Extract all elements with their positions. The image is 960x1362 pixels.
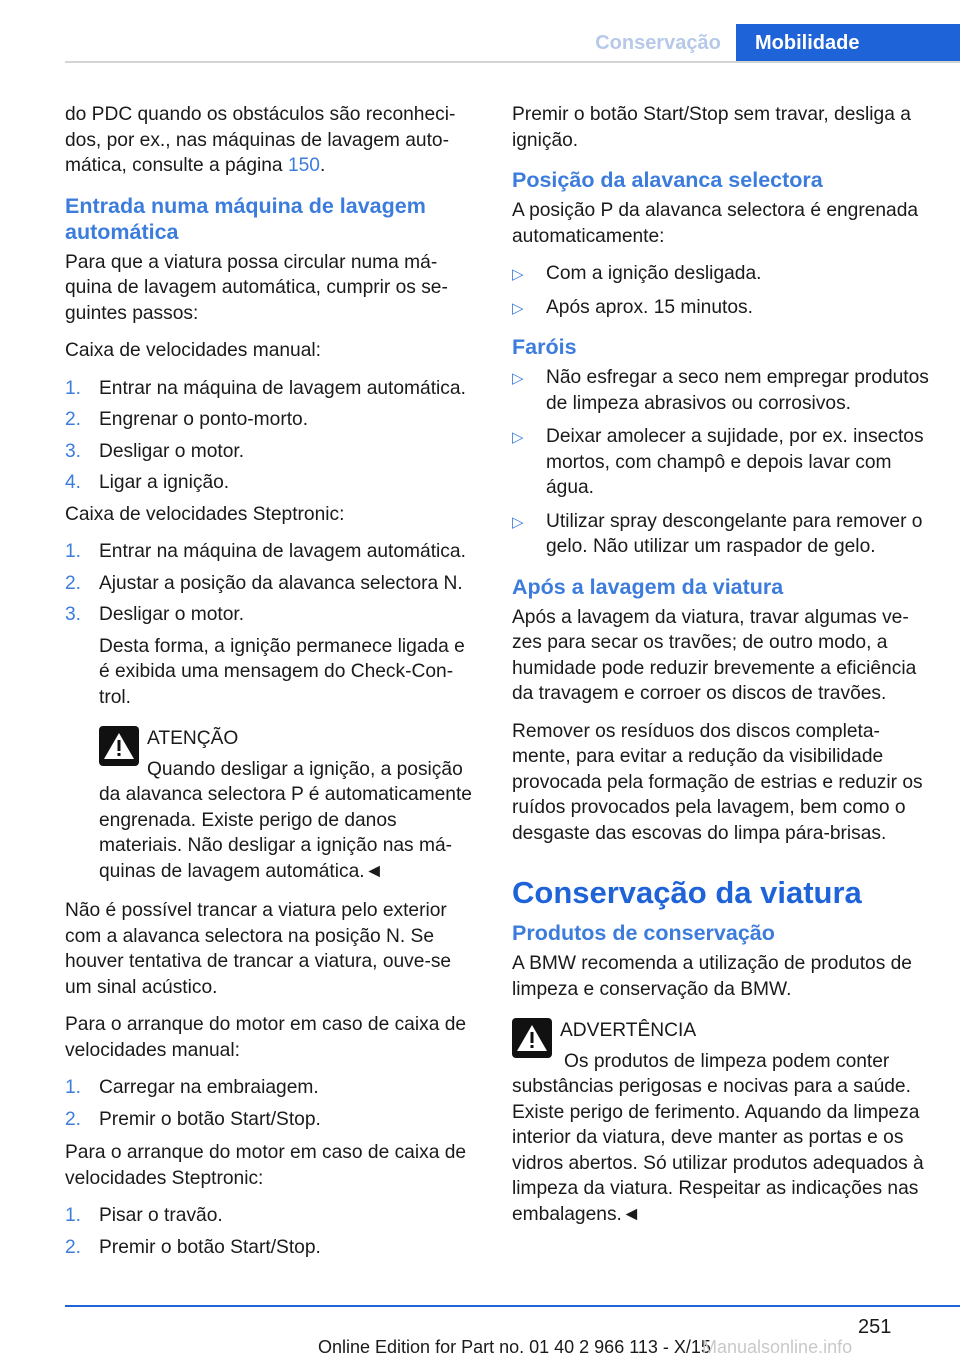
list-item: 1. Entrar na máquina de lavagem automática. xyxy=(65,541,466,562)
left-column xyxy=(65,102,475,1266)
intro-paragraph: Para que a viatura possa circular numa máquina de lavagem automática, cumprir os seguintes passos: xyxy=(65,251,448,324)
list-item: 2. Premir o botão Start/Stop. xyxy=(65,1108,321,1130)
list-item: 3. Desligar o motor. xyxy=(65,440,245,462)
warning-triangle-icon xyxy=(99,726,139,766)
bullet-triangle-icon: ▷ xyxy=(512,513,524,531)
heading-posicao: Posição da alavanca selectora xyxy=(512,168,823,192)
list-item: 2. Ajustar a posição da alavanca selectora N. xyxy=(65,572,463,594)
apos-paragraph-1: Após a lavagem da viatura, travar algumas vezes para secar os travões; de outro modo, a humidade pode reduzir brevemente a eficiência da travagem e corroer os discos de travões. xyxy=(512,606,917,704)
page-link[interactable]: 150 xyxy=(287,155,320,176)
list-item: 1. Carregar na embraiagem. xyxy=(65,1077,319,1098)
list-farois xyxy=(512,365,930,560)
warning-text: Quando desligar a ignição, a posição da alavanca selectora P é automaticamente engrenada. Existe perigo de danos materiais. Não desligar a ignição nas máquinas de lavagem automática.◄ xyxy=(99,758,472,882)
list-item: ▷ Após aprox. 15 minutos. xyxy=(512,295,930,321)
list-item: 1. Entrar na máquina de lavagem automática. xyxy=(65,377,466,399)
bullet-triangle-icon: ▷ xyxy=(512,266,524,283)
warning-text: Os produtos de limpeza podem conter substâncias perigosas e nocivas para a saúde. Existe perigo de ferimento. Aquando da limpeza interior da viatura, deve manter as portas e os vidros abertos. Só utilizar produtos adequados à limpeza da viatura. Respeitar as indicações nas embalagens.◄ xyxy=(512,1050,924,1225)
tab-conservacao[interactable]: Conservação xyxy=(595,31,721,54)
step3-subtext: Desta forma, a ignição permanece ligada e é exibida uma mensagem do Check-Control. xyxy=(99,635,465,708)
list-item: 4. Ligar a ignição. xyxy=(65,472,230,493)
list-arranque-manual xyxy=(65,1075,475,1132)
list-posicao xyxy=(512,261,930,320)
heading-farois: Faróis xyxy=(512,335,577,359)
arranque-manual-paragraph: Para o arranque do motor em caso de caixa de velocidades manual: xyxy=(65,1014,467,1061)
list-item: ▷ Utilizar spray descongelante para remover o gelo. Não utilizar um raspador de gelo. xyxy=(512,510,923,557)
right-column xyxy=(512,102,930,1241)
list-item: ▷ Com a ignição desligada. xyxy=(512,261,930,287)
list-arranque-step xyxy=(65,1203,475,1260)
heading-produtos: Produtos de conservação xyxy=(512,921,775,945)
watermark: Manualsonline.info xyxy=(702,1337,853,1357)
heading-entrada: Entrada numa máquina de lavagem automática xyxy=(65,193,426,244)
page-number: 251 xyxy=(858,1316,892,1338)
list-item: 2. Engrenar o ponto-morto. xyxy=(65,409,309,430)
header-divider xyxy=(65,61,960,63)
bullet-triangle-icon: ▷ xyxy=(512,429,524,446)
footer-divider xyxy=(65,1305,960,1307)
list-item: 3. Desligar o motor. xyxy=(65,604,245,625)
warning-triangle-icon xyxy=(512,1018,552,1058)
warning-box-atencao xyxy=(99,726,475,884)
bullet-triangle-icon: ▷ xyxy=(512,370,524,387)
start-stop-paragraph: Premir o botão Start/Stop sem travar, desliga a ignição. xyxy=(512,104,911,151)
warning-title: ADVERTÊNCIA xyxy=(560,1020,697,1041)
list-steptronic xyxy=(65,539,475,628)
arranque-step-paragraph: Para o arranque do motor em caso de caixa de velocidades Steptronic: xyxy=(65,1142,467,1189)
tab-mobilidade[interactable]: Mobilidade xyxy=(736,24,960,62)
list-item: 1. Pisar o travão. xyxy=(65,1205,223,1226)
steptronic-label: Caixa de velocidades Steptronic: xyxy=(65,503,345,525)
heading-conservacao-viatura: Conservação da viatura xyxy=(512,875,862,910)
edition-text: Online Edition for Part no. 01 40 2 966 113 - X/15 xyxy=(318,1337,711,1357)
trancar-paragraph: Não é possível trancar a viatura pelo exterior com a alavanca selectora na posição N. Se houver tentativa de trancar a viatura, ouve-se um sinal acústico. xyxy=(65,900,452,998)
list-item: ▷ Não esfregar a seco nem empregar produtos de limpeza abrasivos ou corrosivos. xyxy=(512,367,929,414)
pdc-paragraph: do PDC quando os obstáculos são reconhecidos, por ex., nas máquinas de lavagem automática, consulte a página 150. xyxy=(65,104,456,176)
manual-label: Caixa de velocidades manual: xyxy=(65,340,321,361)
bullet-triangle-icon: ▷ xyxy=(512,299,524,317)
warning-box-advertencia xyxy=(512,1018,930,1227)
list-item: 2. Premir o botão Start/Stop. xyxy=(65,1236,321,1258)
posicao-paragraph: A posição P da alavanca selectora é engrenada automaticamente: xyxy=(512,200,919,247)
apos-paragraph-2: Remover os resíduos dos discos completamente, para evitar a redução da visibilidade provocada pela formação de estrias e reduzir os ruídos provocados pela lavagem, bem como o desgaste das escovas do limpa pára-brisas. xyxy=(512,720,923,844)
heading-apos: Após a lavagem da viatura xyxy=(512,574,784,599)
list-manual xyxy=(65,376,475,496)
list-item: ▷ Deixar amolecer a sujidade, por ex. insectos mortos, com champô e depois lavar com água. xyxy=(512,426,924,498)
produtos-paragraph: A BMW recomenda a utilização de produtos de limpeza e conservação da BMW. xyxy=(512,953,912,1000)
warning-title: ATENÇÃO xyxy=(147,728,239,749)
